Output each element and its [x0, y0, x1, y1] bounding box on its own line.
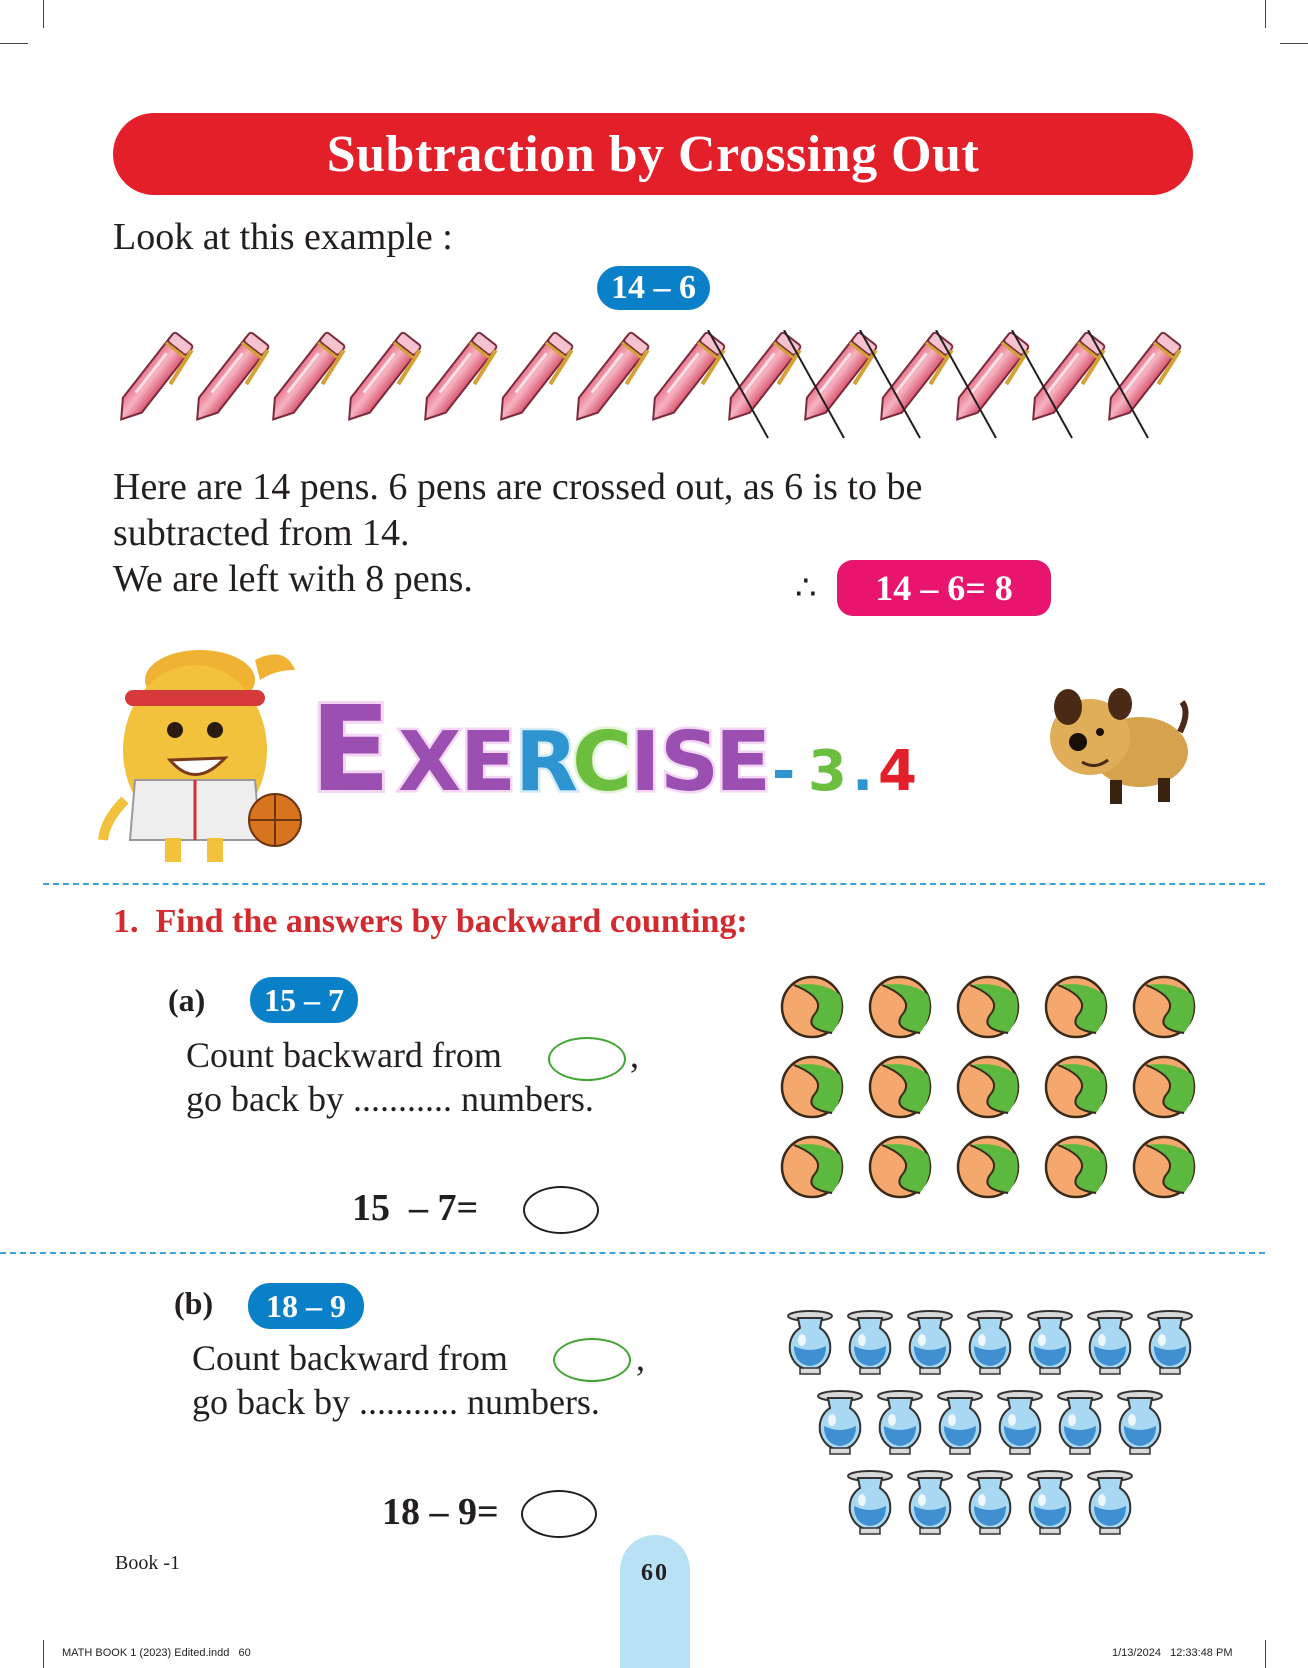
ball-icon — [782, 977, 842, 1037]
vase-icon — [788, 1311, 832, 1374]
vase-icon — [908, 1311, 952, 1374]
exercise-title-graphic — [310, 672, 1050, 822]
crop-mark — [1265, 1640, 1266, 1668]
vase-icon — [908, 1471, 952, 1534]
ball-icon — [1134, 977, 1194, 1037]
section-divider — [0, 1252, 1265, 1254]
result-expression-badge: 14 – 6= 8 — [837, 560, 1051, 616]
ball-icon — [782, 1057, 842, 1117]
part-a-go-back: go back by ........... numbers. — [186, 1079, 594, 1119]
svg-text:3: 3 — [808, 739, 847, 804]
pen-icon — [188, 332, 274, 430]
crop-mark — [1280, 43, 1308, 44]
svg-text:C: C — [572, 715, 633, 810]
svg-text:R: R — [515, 715, 579, 810]
print-timestamp: 1/13/2024 12:33:48 PM — [1112, 1647, 1233, 1659]
vase-icon — [938, 1391, 982, 1454]
part-b-equation: 18 – 9= — [382, 1491, 499, 1533]
ball-icon — [958, 1057, 1018, 1117]
part-a-start-number-input[interactable] — [548, 1037, 626, 1081]
svg-text:S: S — [660, 715, 720, 810]
file-info: MATH BOOK 1 (2023) Edited.indd 60 — [62, 1647, 251, 1659]
balls-grid — [780, 975, 1205, 1205]
example-intro: Look at this example : — [113, 216, 453, 258]
section-divider — [43, 883, 1265, 885]
ball-icon — [782, 1137, 842, 1197]
part-a-comma: , — [630, 1035, 639, 1075]
pen-icon — [492, 332, 578, 430]
page-number-tab — [620, 1535, 690, 1668]
explanation-line-1: Here are 14 pens. 6 pens are crossed out, as 6 is to be — [113, 466, 923, 508]
svg-text:E: E — [715, 715, 772, 810]
vase-icon — [848, 1311, 892, 1374]
exercise-heading — [310, 672, 1050, 822]
part-b-comma: , — [636, 1338, 645, 1378]
vase-icon — [968, 1311, 1012, 1374]
svg-text:E: E — [460, 715, 517, 810]
crop-mark — [1265, 0, 1266, 28]
explanation-line-3: We are left with 8 pens. — [113, 558, 473, 600]
ball-icon — [958, 1137, 1018, 1197]
pen-icon — [568, 332, 654, 430]
ball-icon — [870, 1057, 930, 1117]
vase-icon — [1058, 1391, 1102, 1454]
vase-icon — [1028, 1311, 1072, 1374]
vases-grid — [780, 1310, 1220, 1535]
svg-text:4: 4 — [878, 739, 917, 804]
svg-text:E: E — [310, 680, 391, 818]
page-title: Subtraction by Crossing Out — [326, 125, 980, 183]
mascot-potato-icon — [95, 640, 305, 870]
part-a-answer-input[interactable] — [523, 1186, 599, 1234]
ball-icon — [1046, 1057, 1106, 1117]
part-a-count-from: Count backward from — [186, 1035, 502, 1075]
ball-icon — [1134, 1137, 1194, 1197]
pen-icon — [264, 332, 350, 430]
vase-icon — [1088, 1311, 1132, 1374]
crop-mark — [43, 1640, 44, 1668]
part-a-expression-badge: 15 – 7 — [250, 977, 358, 1023]
svg-text:.: . — [852, 739, 874, 804]
ball-icon — [958, 977, 1018, 1037]
pens-row — [110, 330, 1200, 440]
pen-icon — [416, 332, 502, 430]
vase-icon — [1148, 1311, 1192, 1374]
ball-icon — [1046, 977, 1106, 1037]
ball-icon — [1046, 1137, 1106, 1197]
pen-icon — [340, 332, 426, 430]
vase-icon — [1088, 1471, 1132, 1534]
part-b-go-back: go back by ........... numbers. — [192, 1382, 600, 1422]
ball-icon — [870, 1137, 930, 1197]
svg-text:-: - — [772, 739, 796, 804]
part-b-count-from: Count backward from — [192, 1338, 508, 1378]
crop-mark — [43, 0, 44, 28]
svg-text:I: I — [630, 715, 661, 810]
crop-mark — [0, 43, 28, 44]
vase-icon — [968, 1471, 1012, 1534]
explanation-line-2: subtracted from 14. — [113, 512, 410, 554]
part-a-equation: 15 – 7= — [352, 1187, 479, 1229]
vase-icon — [1118, 1391, 1162, 1454]
part-b-answer-input[interactable] — [521, 1490, 597, 1538]
ball-icon — [870, 977, 930, 1037]
page-number: 60 — [641, 1560, 669, 1586]
vase-icon — [1028, 1471, 1072, 1534]
book-label: Book -1 — [115, 1552, 180, 1574]
mascot-dog-icon — [1040, 682, 1190, 807]
part-b-label: (b) — [174, 1285, 214, 1321]
question-1-heading: 1. Find the answers by backward counting: — [113, 903, 748, 940]
svg-text:X: X — [398, 715, 462, 810]
therefore-symbol: ∴ — [795, 570, 817, 607]
part-b-start-number-input[interactable] — [553, 1338, 631, 1382]
vase-icon — [878, 1391, 922, 1454]
pen-icon — [112, 332, 198, 430]
vase-icon — [998, 1391, 1042, 1454]
example-expression-badge: 14 – 6 — [597, 266, 710, 310]
part-b-expression-badge: 18 – 9 — [248, 1283, 364, 1329]
part-a-label: (a) — [168, 982, 206, 1018]
title-banner — [113, 113, 1193, 195]
vase-icon — [848, 1471, 892, 1534]
vase-icon — [818, 1391, 862, 1454]
ball-icon — [1134, 1057, 1194, 1117]
